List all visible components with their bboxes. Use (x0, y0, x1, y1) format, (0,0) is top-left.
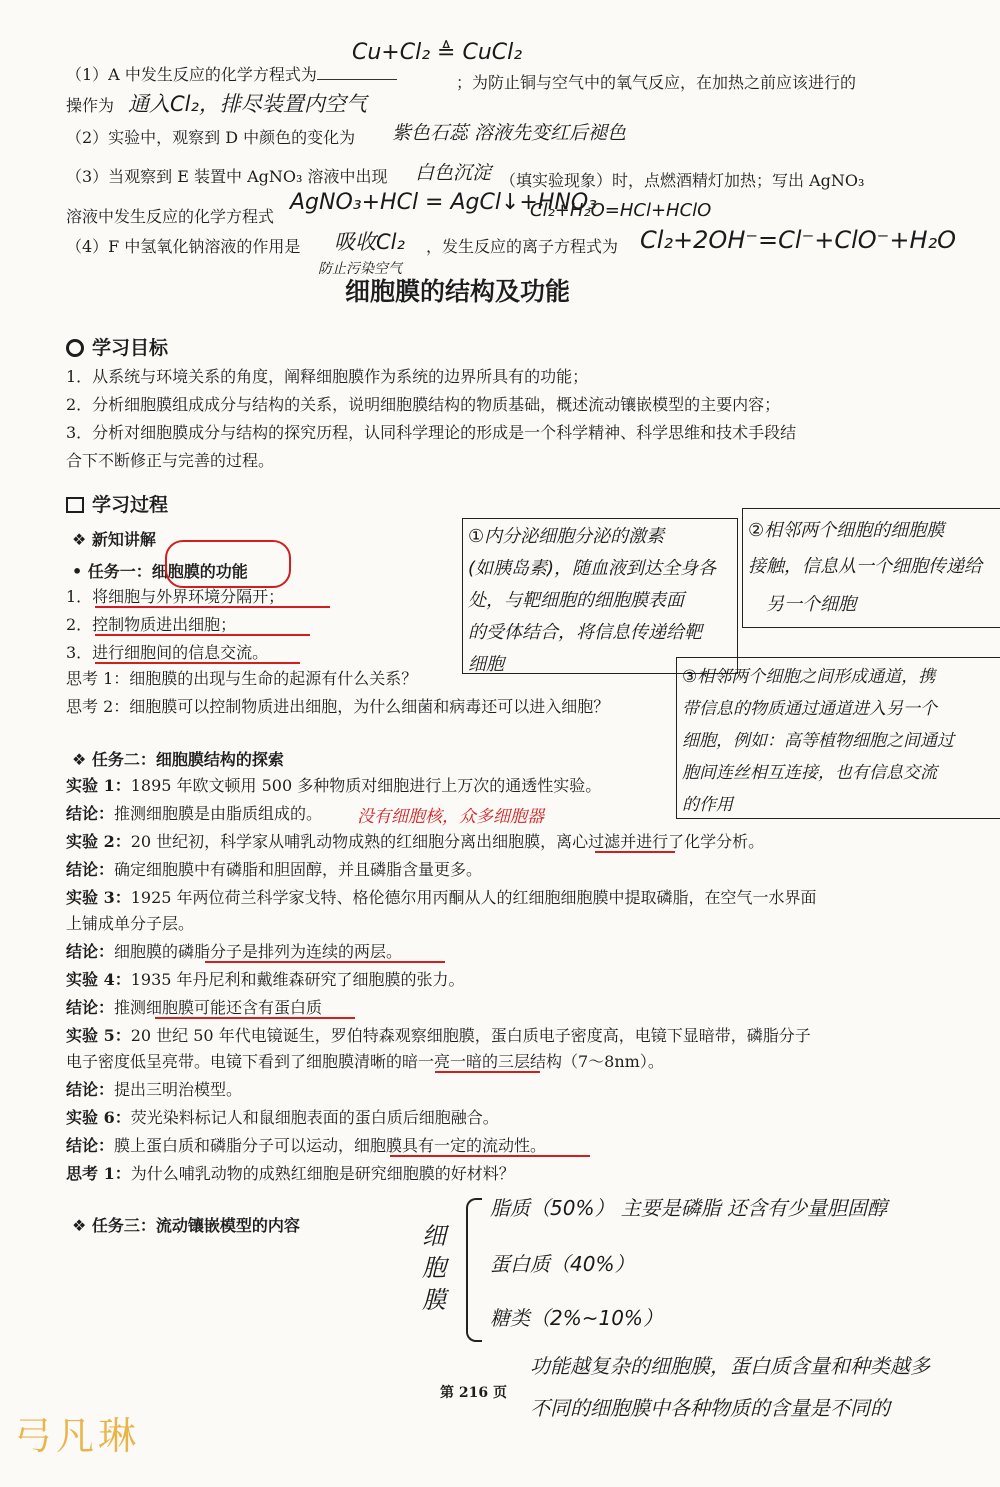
exp-text: 推测细胞膜可能还含有蛋白质 (114, 998, 323, 1017)
exp-text: 上铺成单分子层。 (66, 914, 195, 933)
exp-text: 为什么哺乳动物的成熟红细胞是研究细胞膜的好材料？ (130, 1164, 515, 1183)
q3-line-c (66, 206, 274, 228)
exp-row-11 (66, 1051, 664, 1073)
exp-row-7 (66, 941, 402, 963)
process-heading-text: 学习过程 (92, 494, 169, 516)
exp-key: 实验 1： (66, 776, 131, 795)
goal-2: 2．分析细胞膜组成成分与结构的关系，说明细胞膜结构的物质基础，概述流动镶嵌模型的主要内容； (66, 395, 781, 414)
exp-key: 实验 3： (66, 888, 131, 907)
q3-text-b: （填实验现象）时，点燃酒精灯加热；写出 AgNO₃ (500, 171, 865, 190)
q2-line (66, 127, 355, 149)
task2-heading: ❖ 任务二：细胞膜结构的探索 (72, 750, 284, 769)
hw-operation: 通入Cl₂，排尽装置内空气 (128, 92, 367, 116)
exp-key: 实验 2： (66, 832, 131, 851)
brace-label: 细胞膜 (422, 1222, 446, 1314)
exp-key: 结论： (66, 1136, 115, 1155)
exp-row-3 (66, 831, 764, 853)
exp-text: 电子密度低呈亮带。电镜下看到了细胞膜清晰的暗一亮一暗的三层结构（7～8nm）。 (66, 1052, 664, 1071)
exp-key: 实验 4： (66, 970, 131, 989)
q2-text: （2）实验中，观察到 D 中颜色的变化为 (66, 128, 356, 147)
func-note-1: 功能越复杂的细胞膜，蛋白质含量和种类越多 (530, 1354, 930, 1378)
hw-color-change: 紫色石蕊 溶液先变红后褪色 (392, 122, 627, 144)
exp-row-4 (66, 859, 482, 881)
func-2: 2．控制物质进出细胞； (66, 615, 237, 634)
underline-exp (595, 851, 675, 853)
new-knowledge-heading: ❖ 新知讲解 (72, 530, 156, 549)
box1-line1: ①内分泌细胞分泌的激素 (468, 526, 665, 547)
goal-1: 1．从系统与环境关系的角度，阐释细胞膜作为系统的边界所具有的功能； (66, 367, 589, 386)
think-2: 思考 2：细胞膜可以控制物质进出细胞，为什么细菌和病毒还可以进入细胞？ (66, 697, 610, 716)
brace-icon (466, 1198, 482, 1342)
exp-key: 结论： (66, 942, 115, 961)
goal-3: 3．分析对细胞膜成分与结构的探究历程，认同科学理论的形成是一个科学精神、科学思维和技术手段结 (66, 423, 797, 442)
hw-eq1: Cu+Cl₂ ≜ CuCl₂ (352, 40, 523, 65)
func-1: 1．将细胞与外界环境分隔开； (66, 587, 285, 606)
comp-sugar: 糖类（2%~10%） (490, 1306, 663, 1330)
exp-row-1 (66, 775, 601, 797)
q1-line-a (66, 64, 397, 86)
exp-text: 20 世纪 50 年代电镜诞生，罗伯特森观察细胞膜，蛋白质电子密度高，电镜下显暗带，磷脂分子 (130, 1026, 811, 1045)
exp-text: 20 世纪初，科学家从哺乳动物成熟的红细胞分离出细胞膜，离心过滤并进行了化学分析。 (130, 832, 765, 851)
exp-row-13 (66, 1107, 499, 1129)
process-heading (66, 490, 168, 517)
task1-text: 任务一：细胞膜的功能 (87, 562, 248, 581)
think-1: 思考 1：细胞膜的出现与生命的起源有什么关系？ (66, 669, 418, 688)
box2-line1: ②相邻两个细胞的细胞膜 (748, 520, 945, 541)
exp-key: 结论： (66, 860, 115, 879)
hw-precipitate: 白色沉淀 (415, 162, 492, 184)
exp-row-5 (66, 887, 817, 909)
box3-line1: ③相邻两个细胞之间形成通道，携 (682, 667, 936, 687)
task3-heading: ❖ 任务三：流动镶嵌模型的内容 (72, 1216, 300, 1235)
exp-text: 1895 年欧文顿用 500 多种物质对细胞进行上万次的通透性实验。 (130, 776, 602, 795)
q1-text-c: 操作为 (66, 96, 115, 115)
box3-line4: 胞间连丝相互连接，也有信息交流 (682, 763, 937, 783)
exp-text: 确定细胞膜中有磷脂和胆固醇，并且磷脂含量更多。 (114, 860, 483, 879)
q4-line-a (66, 236, 300, 258)
goals-heading (66, 333, 168, 360)
underline-func-2 (95, 634, 310, 636)
box1-line5: 细胞 (468, 654, 504, 675)
hw-note-red: 没有细胞核，众多细胞器 (357, 807, 544, 827)
underline-func-3 (95, 662, 300, 664)
underline-func-1 (95, 606, 330, 608)
q1-line-b (456, 72, 856, 94)
exp-text: 膜上蛋白质和磷脂分子可以运动，细胞膜具有一定的流动性。 (114, 1136, 547, 1155)
target-icon (66, 339, 84, 357)
exp-row-10 (66, 1025, 811, 1047)
hw-ionic-eq: Cl₂+2OH⁻=Cl⁻+ClO⁻+H₂O (640, 226, 956, 254)
q4-line-b (426, 236, 618, 258)
exp-text: 荧光染料标记人和鼠细胞表面的蛋白质后细胞融合。 (130, 1108, 499, 1127)
goals-heading-text: 学习目标 (92, 337, 169, 359)
box1-line4: 的受体结合，将信息传递给靶 (468, 622, 702, 643)
underline-exp (155, 1017, 355, 1019)
underline-exp (390, 1155, 590, 1157)
func-3: 3．进行细胞间的信息交流。 (66, 643, 269, 662)
box3-line2: 带信息的物质通过通道进入另一个 (682, 699, 937, 719)
q3-line-b (500, 170, 864, 192)
box1-line2: (如胰岛素)，随血液到达全身各 (468, 558, 717, 579)
exp-key: 结论： (66, 804, 115, 823)
box2-line2: 接触，信息从一个细胞传递给 (748, 556, 982, 577)
exp-text: 提出三明治模型。 (114, 1080, 243, 1099)
func-note-2: 不同的细胞膜中各种物质的含量是不同的 (530, 1396, 890, 1420)
book-icon (66, 497, 84, 513)
exp-row-15 (66, 1163, 515, 1185)
exp-text: 1925 年两位荷兰科学家戈特、格伦德尔用丙酮从人的红细胞细胞膜中提取磷脂，在空气一水界面 (130, 888, 817, 907)
task1-circle (165, 540, 291, 588)
exp-text: 推测细胞膜是由脂质组成的。 (114, 804, 323, 823)
q1-text-b: ；为防止铜与空气中的氧气反应，在加热之前应该进行的 (456, 73, 857, 92)
exp-row-12 (66, 1079, 242, 1101)
hw-absorb-note: 防止污染空气 (318, 261, 402, 277)
exp-row-9 (66, 997, 322, 1019)
task3-text: 任务三：流动镶嵌模型的内容 (91, 1216, 300, 1235)
exp-key: 实验 5： (66, 1026, 131, 1045)
underline-exp (435, 1071, 540, 1073)
q3-text-a: （3）当观察到 E 装置中 AgNO₃ 溶液中出现 (66, 167, 388, 186)
exp-row-8 (66, 969, 465, 991)
goal-3-cont: 合下不断修正与完善的过程。 (66, 451, 275, 470)
box3-line3: 细胞，例如：高等植物细胞之间通过 (682, 731, 954, 751)
exp-key: 实验 6： (66, 1108, 131, 1127)
task1-heading: • 任务一：细胞膜的功能 (72, 562, 248, 581)
exp-text: 1935 年丹尼利和戴维森研究了细胞膜的张力。 (130, 970, 465, 989)
exp-text: 细胞膜的磷脂分子是排列为连续的两层。 (114, 942, 403, 961)
watermark: 弓凡琳 (14, 1414, 141, 1458)
q4-text-b: ，发生反应的离子方程式为 (426, 237, 619, 256)
new-knowledge-text: 新知讲解 (91, 530, 156, 549)
q1-line-c (66, 95, 114, 117)
comp-lipid: 脂质（50%） 主要是磷脂 还含有少量胆固醇 (490, 1196, 888, 1220)
box3-line5: 的作用 (682, 795, 733, 815)
exp-key: 结论： (66, 998, 115, 1017)
exp-row-2 (66, 803, 322, 825)
hw-eq-cl2-h2o: Cl₂+H₂O=HCl+HClO (530, 200, 712, 221)
box1-line3: 处，与靶细胞的细胞膜表面 (468, 590, 684, 611)
exp-row-6 (66, 913, 194, 935)
exp-key: 结论： (66, 1080, 115, 1099)
q1-text-a: （1）A 中发生反应的化学方程式为 (66, 65, 317, 84)
exp-key: 思考 1： (66, 1164, 131, 1183)
comp-protein: 蛋白质（40%） (490, 1252, 635, 1276)
hw-eq-agno3: AgNO₃+HCl = AgCl↓+HNO₃ (290, 190, 597, 215)
box2-line3: 另一个细胞 (766, 594, 856, 615)
q3-line-a (66, 166, 388, 188)
page-number: 第 216 页 (440, 1385, 507, 1401)
page-title: 细胞膜的结构及功能 (345, 277, 571, 306)
underline-exp (205, 961, 445, 963)
hw-absorb: 吸收Cl₂ (334, 230, 405, 254)
task2-text: 任务二：细胞膜结构的探索 (91, 750, 284, 769)
q3-text-c: 溶液中发生反应的化学方程式 (66, 207, 275, 226)
exp-row-14 (66, 1135, 546, 1157)
q4-text-a: （4）F 中氢氧化钠溶液的作用是 (66, 237, 301, 256)
